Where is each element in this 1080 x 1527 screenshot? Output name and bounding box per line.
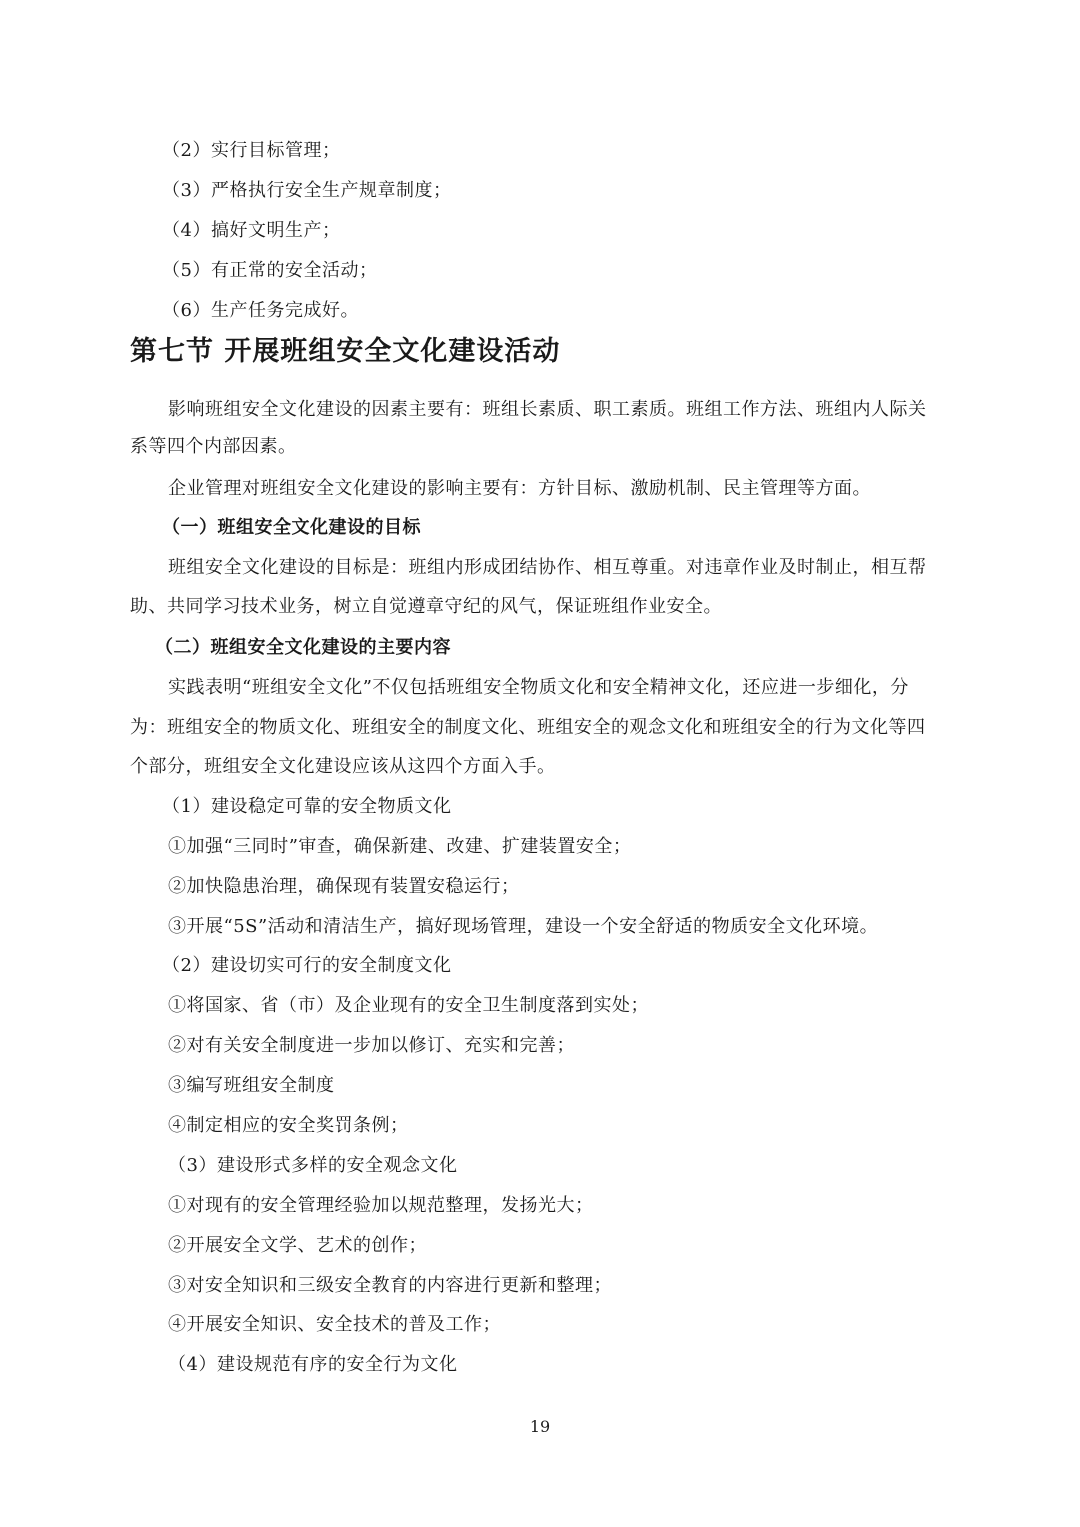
list-item: （3）严格执行安全生产规章制度； (162, 180, 452, 201)
list-item: ③开展“5S”活动和清洁生产，搞好现场管理，建设一个安全舒适的物质安全文化环境。 (168, 916, 879, 937)
paragraph-line: 个部分，班组安全文化建设应该从这四个方面入手。 (130, 756, 556, 777)
list-item: ③编写班组安全制度 (168, 1075, 335, 1096)
list-item: （2）实行目标管理； (162, 140, 341, 161)
paragraph-line: 为：班组安全的物质文化、班组安全的制度文化、班组安全的观念文化和班组安全的行为文化等四 (130, 717, 926, 738)
list-item: （4）建设规范有序的安全行为文化 (168, 1354, 458, 1375)
list-item: （2）建设切实可行的安全制度文化 (162, 955, 452, 976)
paragraph-line: 班组安全文化建设的目标是：班组内形成团结协作、相互尊重。对违章作业及时制止，相互帮 (168, 557, 927, 578)
paragraph-line: 系等四个内部因素。 (130, 436, 297, 457)
list-item: ②对有关安全制度进一步加以修订、充实和完善； (168, 1035, 575, 1056)
page-number: 19 (529, 1417, 551, 1436)
list-item: （5）有正常的安全活动； (162, 260, 378, 281)
list-item: ①加强“三同时”审查，确保新建、改建、扩建装置安全； (168, 836, 632, 857)
paragraph-line: 影响班组安全文化建设的因素主要有：班组长素质、职工素质。班组工作方法、班组内人际关 (168, 399, 927, 420)
list-item: ④制定相应的安全奖罚条例； (168, 1115, 409, 1136)
list-item: ②加快隐患治理，确保现有装置安稳运行； (168, 876, 520, 897)
subsection-heading: （二）班组安全文化建设的主要内容 (155, 637, 451, 658)
list-item: ①对现有的安全管理经验加以规范整理，发扬光大； (168, 1195, 594, 1216)
section-title: 第七节 开展班组安全文化建设活动 (130, 336, 561, 367)
list-item: （6）生产任务完成好。 (162, 300, 359, 321)
subsection-heading: （一）班组安全文化建设的目标 (162, 517, 421, 538)
list-item: （1）建设稳定可靠的安全物质文化 (162, 796, 452, 817)
list-item: （3）建设形式多样的安全观念文化 (168, 1155, 458, 1176)
paragraph-line: 助、共同学习技术业务，树立自觉遵章守纪的风气，保证班组作业安全。 (130, 596, 722, 617)
paragraph-line: 企业管理对班组安全文化建设的影响主要有：方针目标、激励机制、民主管理等方面。 (168, 478, 871, 499)
list-item: ③对安全知识和三级安全教育的内容进行更新和整理； (168, 1275, 612, 1296)
paragraph-line: 实践表明“班组安全文化”不仅包括班组安全物质文化和安全精神文化，还应进一步细化，分 (168, 677, 909, 698)
list-item: ①将国家、省（市）及企业现有的安全卫生制度落到实处； (168, 995, 649, 1016)
list-item: ④开展安全知识、安全技术的普及工作； (168, 1314, 501, 1335)
list-item: ②开展安全文学、艺术的创作； (168, 1235, 427, 1256)
list-item: （4）搞好文明生产； (162, 220, 341, 241)
